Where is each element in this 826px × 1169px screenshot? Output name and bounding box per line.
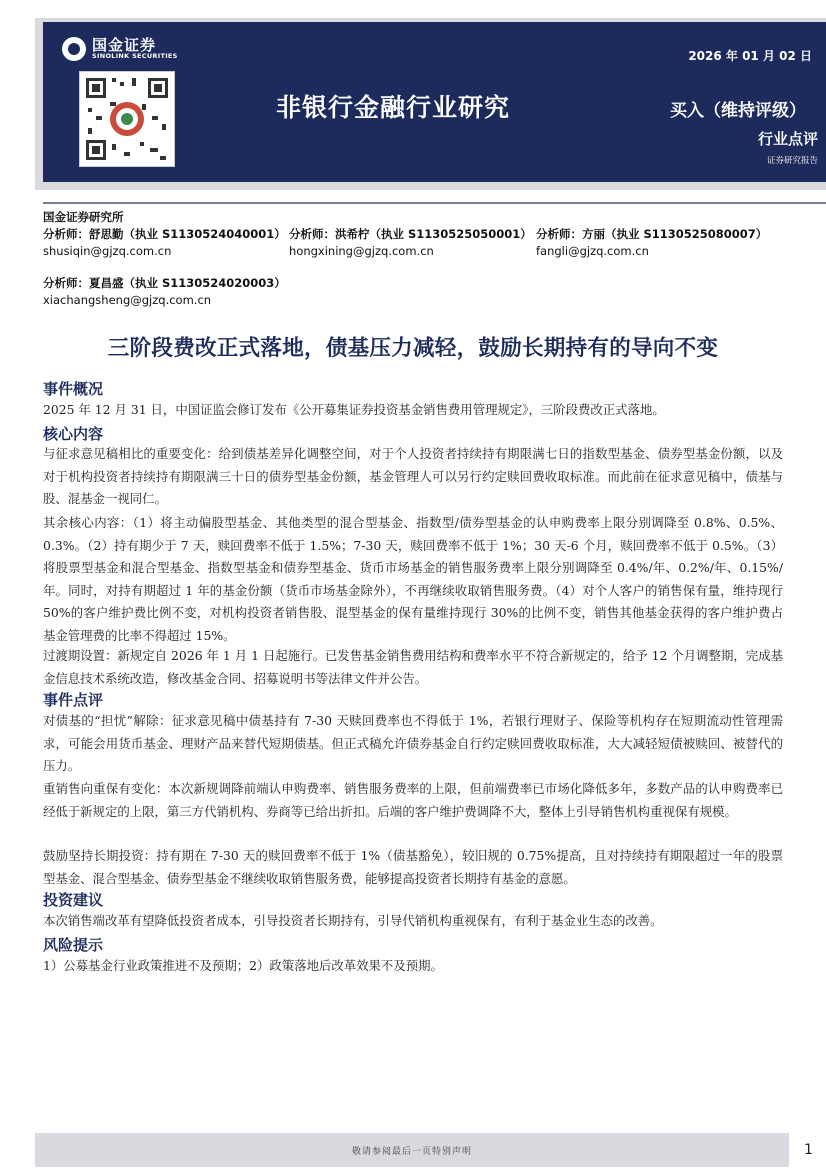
logo-cn: 国金证券 xyxy=(92,35,157,54)
logo-mark-icon xyxy=(62,37,86,61)
analyst-email[interactable]: hongxining@gjzq.com.cn xyxy=(289,244,434,258)
report-type: 行业点评 xyxy=(757,130,818,148)
report-headline: 三阶段费改正式落地，债基压力减轻，鼓励长期持有的导向不变 xyxy=(107,336,719,361)
report-subtype: 证券研究报告 xyxy=(766,156,818,166)
company-logo xyxy=(62,37,178,61)
analyst-name: 分析师：方丽（执业 S1130525080007） xyxy=(536,227,768,241)
section-title-event-overview: 事件概况 xyxy=(43,380,104,398)
analyst-4 xyxy=(43,275,286,309)
analyst-3 xyxy=(536,226,767,260)
section-title-event-commentary: 事件点评 xyxy=(43,691,104,709)
section-title-core-content: 核心内容 xyxy=(43,425,104,443)
footer-disclaimer[interactable]: 敬请参阅最后一页特别声明 xyxy=(351,1146,472,1157)
analyst-email[interactable]: fangli@gjzq.com.cn xyxy=(536,244,649,258)
page-number: 1 xyxy=(804,1142,813,1158)
paragraph: 本次销售端改革有望降低投资者成本，引导投资者长期持有，引导代销机构重视保有，有利于基金业生态的改善。 xyxy=(43,913,663,928)
analyst-name: 分析师：夏昌盛（执业 S1130524020003） xyxy=(43,276,286,290)
section-title-investment-advice: 投资建议 xyxy=(43,891,104,909)
analyst-2 xyxy=(289,226,532,260)
header-divider xyxy=(43,202,826,204)
paragraph: 过渡期设置：新规定自 2026 年 1 月 1 日起施行。已发售基金销售费用结构和费率水平不符合新规定的，给予 12 个月调整期，完成基金信息技术系统改造，修改基金合同、招募说明书等法律文件并公告。 xyxy=(43,648,783,686)
paragraph: 其余核心内容：（1）将主动偏股型基金、其他类型的混合型基金、指数型/债券型基金的认申购费率上限分别调降至 0.8%、0.5%、0.3%。（2）持有期少于 7 天，赎回费率不低于 1.5%；7-30 天，赎回费率不低于 1%；30 天-6 个月，赎回费率不低于 0.5%。（3）将股票型基金和混合型基金、指数型基金和债券型基金、货币市场基金的销售服务费率上限分别调降至 0.4%/年、0.2%/年、0.15%/年。同时，对持有期超过 1 年的基金份额（货币市场基金除外），不再继续收取销售服务费。（4）对个人客户的销售保有量，维持现行 50%的客户维护费比例不变，对机构投资者销售股、混型基金的保有量维持现行 30%的比例不变，销售其他基金获得的客户维护费占基金管理费的比率不得超过 15%。 xyxy=(43,515,783,643)
paragraph: 2025 年 12 月 31 日，中国证监会修订发布《公开募集证券投资基金销售费用管理规定》，三阶段费改正式落地。 xyxy=(43,402,665,417)
analyst-email[interactable]: xiachangsheng@gjzq.com.cn xyxy=(43,293,212,307)
analyst-email[interactable]: shusiqin@gjzq.com.cn xyxy=(43,244,172,258)
paragraph: 1）公募基金行业政策推进不及预期；2）政策落地后改革效果不及预期。 xyxy=(43,958,443,973)
institute-name: 国金证券研究所 xyxy=(43,210,124,224)
analyst-name: 分析师：洪希柠（执业 S1130525050001） xyxy=(289,227,532,241)
paragraph: 重销售向重保有变化：本次新规调降前端认申购费率、销售服务费率的上限，但前端费率已市场化降低多年，多数产品的认申购费率已经低于新规定的上限，第三方代销机构、券商等已给出折扣。后端的客户维护费调降不大，整体上引导销售机构重视保有规模。 xyxy=(43,781,783,819)
qr-code-icon xyxy=(79,71,175,167)
analyst-1 xyxy=(43,226,286,260)
report-date: 2026 年 01 月 02 日 xyxy=(688,49,812,63)
report-title: 非银行金融行业研究 xyxy=(276,93,511,122)
paragraph: 与征求意见稿相比的重要变化：给到债基差异化调整空间，对于个人投资者持续持有期限满七日的指数型基金、债券型基金份额，以及对于机构投资者持续持有期限满三十日的债券型基金份额，基金管理人可以另行约定赎回费收取标准。而此前在征求意见稿中，债基与股、混基金一视同仁。 xyxy=(43,446,783,506)
logo-en: SINOLINK SECURITIES xyxy=(92,52,178,61)
section-title-risk-warning: 风险提示 xyxy=(43,936,104,954)
paragraph: 鼓励坚持长期投资：持有期在 7-30 天的赎回费率不低于 1%（债基豁免），较旧规的 0.75%提高，且对持续持有期限超过一年的股票型基金、混合型基金、债券型基金不继续收取销售服务费，能够提高投资者长期持有基金的意愿。 xyxy=(43,848,783,886)
rating: 买入（维持评级） xyxy=(670,101,806,121)
analyst-name: 分析师：舒思勤（执业 S1130524040001） xyxy=(43,227,286,241)
paragraph: 对债基的“担忧”解除：征求意见稿中债基持有 7-30 天赎回费率也不得低于 1%，若银行理财子、保险等机构存在短期流动性管理需求，可能会用货币基金、理财产品来替代短期债基。但正式稿允许债券基金自行约定赎回费收取标准，大大减轻短债被赎回、被替代的压力。 xyxy=(43,713,783,773)
footer-bar xyxy=(35,1133,789,1167)
